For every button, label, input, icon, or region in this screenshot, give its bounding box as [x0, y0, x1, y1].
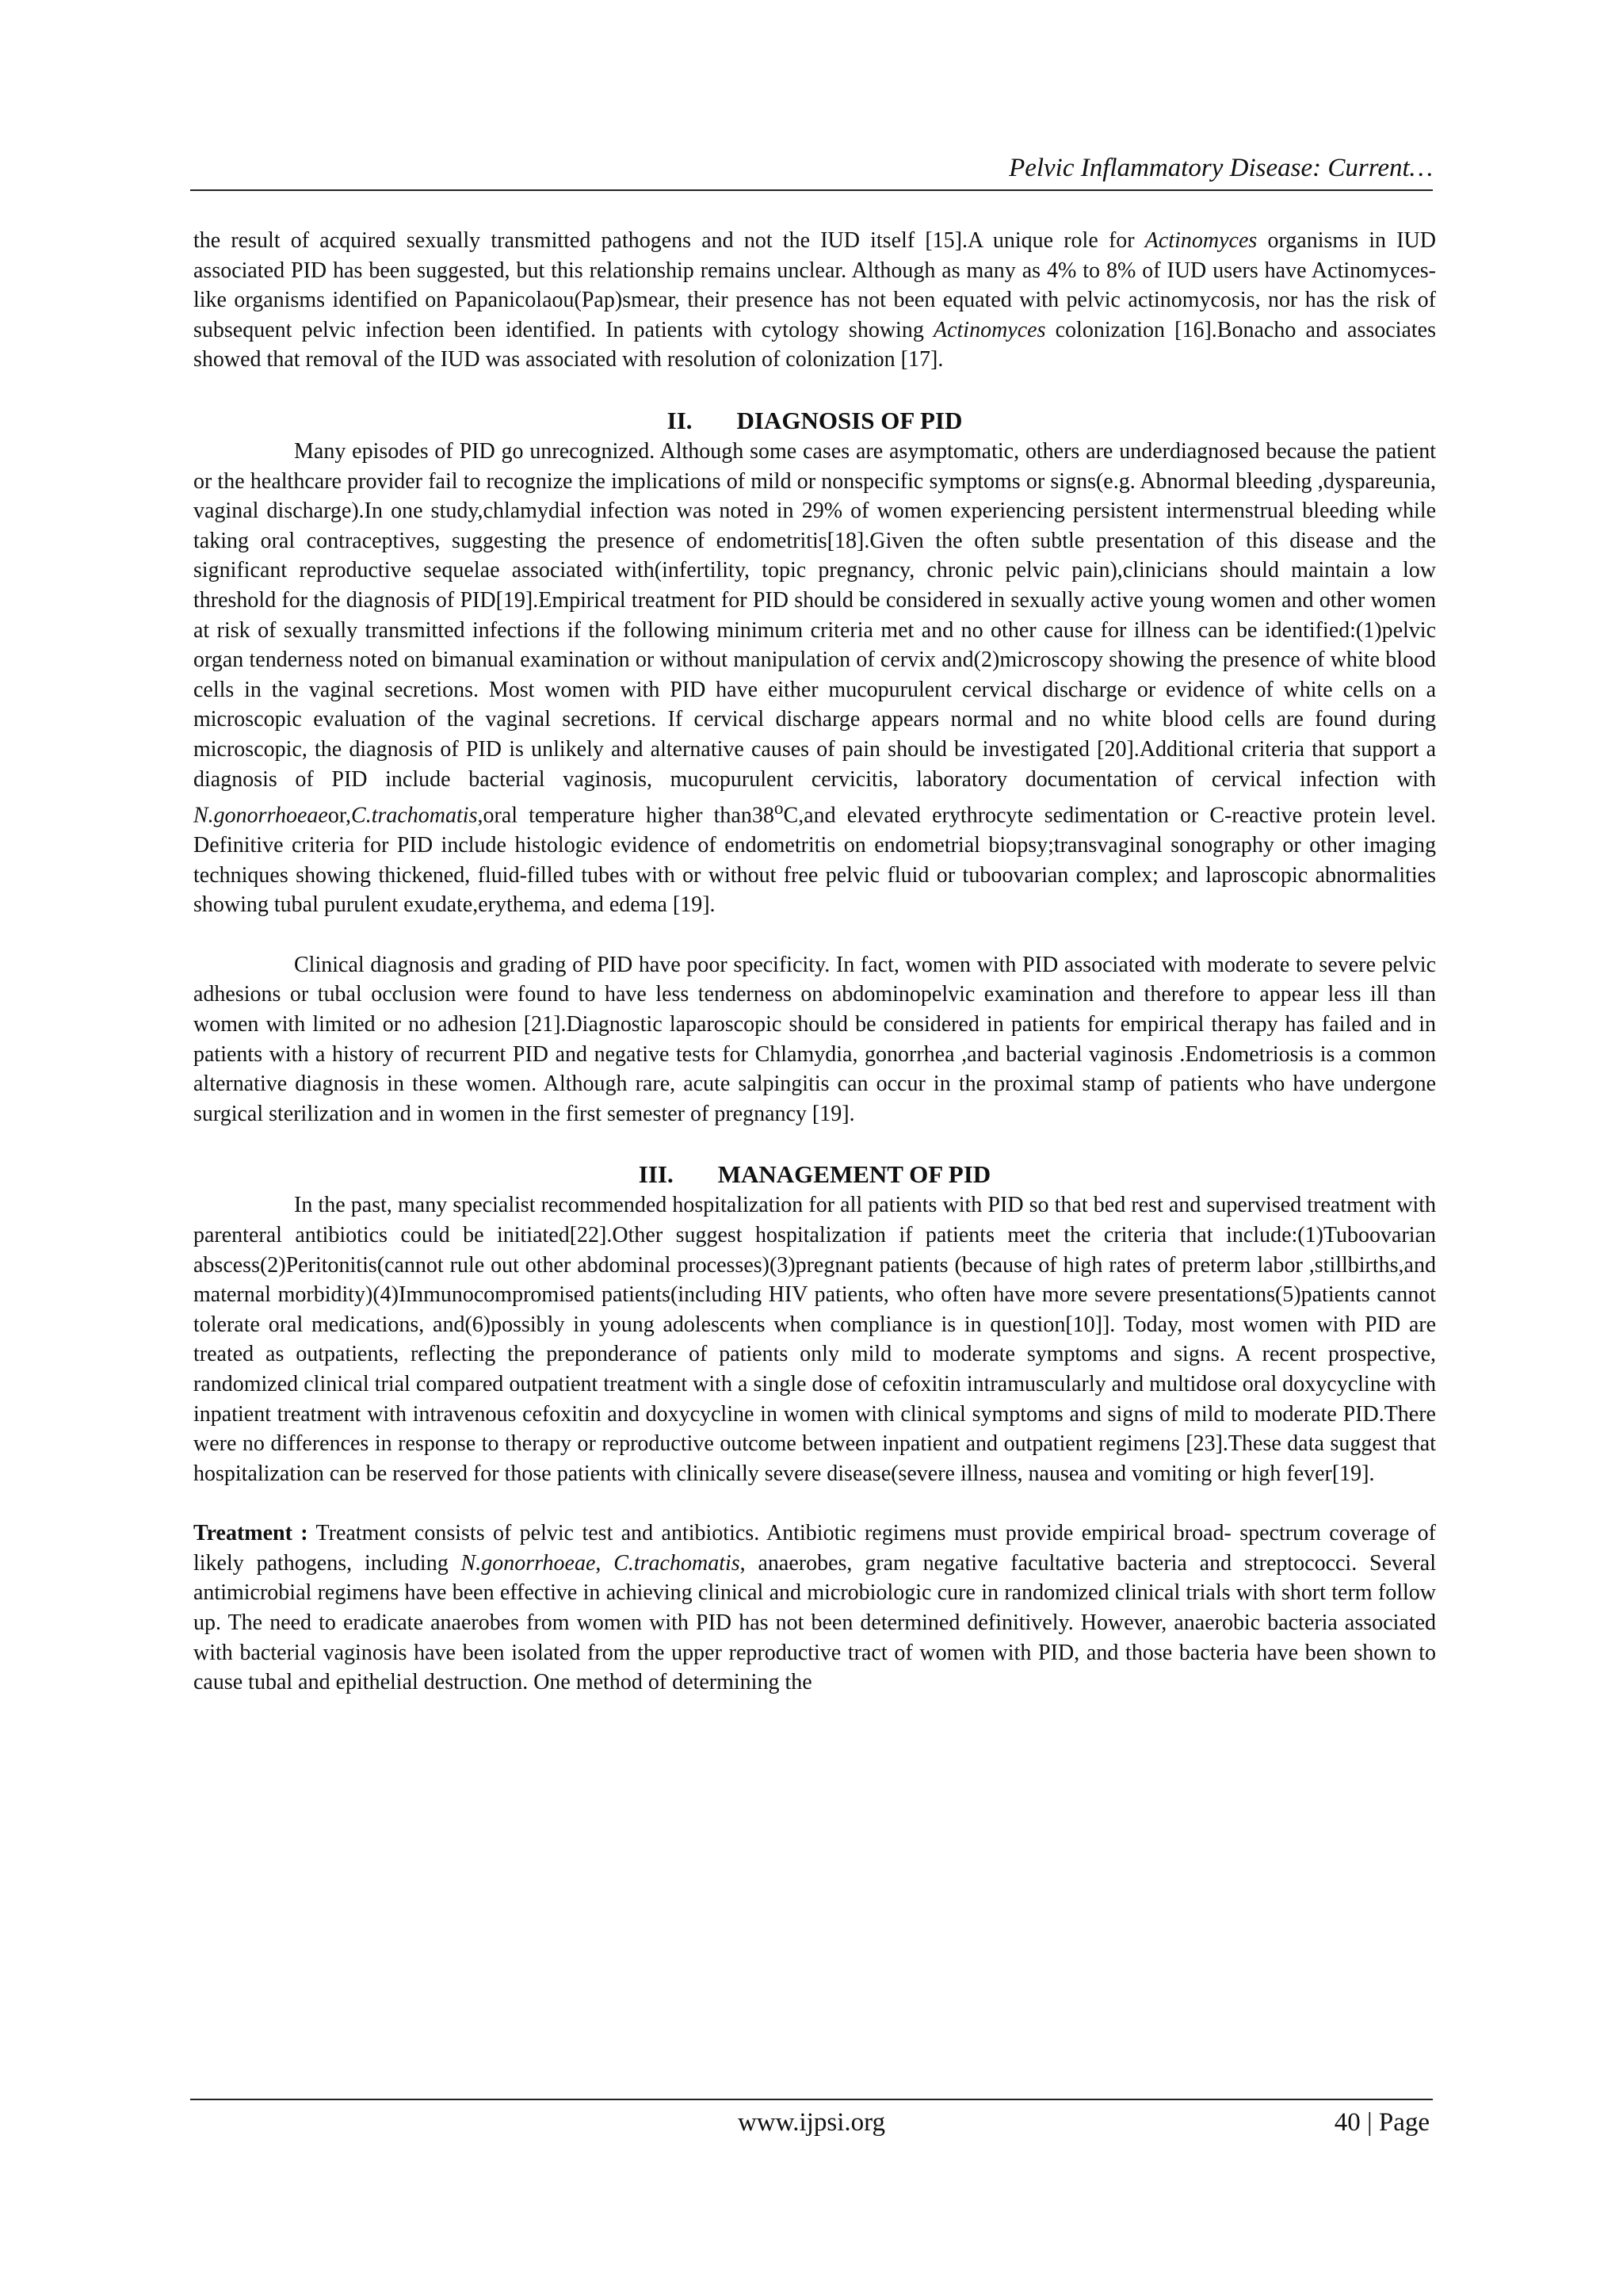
- spacer: [193, 1488, 1436, 1519]
- spacer: [193, 375, 1436, 405]
- text-run: the result of acquired sexually transmitted pathogens and not the IUD itself [15].A unique role for: [193, 228, 1145, 253]
- spacer: [193, 1129, 1436, 1159]
- text-run: ,: [595, 1550, 614, 1576]
- section-heading-management: [193, 1159, 1436, 1190]
- treatment-label: Treatment :: [193, 1521, 308, 1546]
- text-run: C,and elevated erythrocyte sedimentation or C-reactive protein level. Definitive criteria for PID include histologic evidence of endometritis on endometrial biopsy;transvaginal sonography or other imaging techniques showing thickened, fluid-filled tubes with or without free pelvic fluid or tuboovarian complex; and laproscopic abnormalities showing tubal purulent exudate,erythema, and edema [19].: [193, 803, 1436, 918]
- italic-term: N.gonorrhoeae: [460, 1550, 596, 1576]
- italic-term: C.trachomatis: [613, 1550, 740, 1576]
- degree-superscript: o: [773, 798, 784, 819]
- diagnosis-paragraph-1: [193, 437, 1436, 920]
- header-rule: [190, 189, 1433, 191]
- running-title: Pelvic Inflammatory Disease: Current…: [1009, 154, 1433, 182]
- section-title: DIAGNOSIS OF PID: [736, 406, 963, 434]
- footer-url: www.ijpsi.org: [737, 2108, 886, 2137]
- section-number: III.: [638, 1160, 674, 1189]
- management-paragraph: In the past, many specialist recommended hospitalization for all patients with PID so that bed rest and supervised treatment with parenteral antibiotics could be initiated[22].Other suggest hospitalization if patients meet the criteria that include:(1)Tuboovarian abscess(2)Peritonitis(cannot rule out other abdominal processes)(3)pregnant patients (because of high rates of preterm labor ,stillbirths,and maternal morbidity)(4)Immunocompromised patients(including HIV patients, who often have more severe presentations(5)patients cannot tolerate oral medications, and(6)possibly in young adolescents when compliance is in question[10]]. Today, most women with PID are treated as outpatients, reflecting the preponderance of patients only mild to moderate symptoms and signs. A recent prospective, randomized clinical trial compared outpatient treatment with a single dose of cefoxitin intramuscularly and multidose oral doxycycline with inpatient treatment with intravenous cefoxitin and doxycycline in women with clinical symptoms and signs of mild to moderate PID.There were no differences in response to therapy or reproductive outcome between inpatient and outpatient regimens [23].These data suggest that hospitalization can be reserved for those patients with clinically severe disease(severe illness, nausea and vomiting or high fever[19].: [193, 1193, 1436, 1486]
- text-run: ,oral temperature higher than38: [477, 803, 774, 828]
- spacer: [193, 920, 1436, 950]
- italic-term: N.gonorrhoeae: [193, 803, 328, 828]
- text-run: , anaerobes, gram negative facultative bacteria and streptococci. Several antimicrobial regimens have been effective in achieving clinical and microbiologic cure in randomized clinical trials with short term follow up. The need to eradicate anaerobes from women with PID has not been determined definitively. However, anaerobic bacteria associated with bacterial vaginosis have been isolated from the upper reproductive tract of women with PID, and those bacteria have been shown to cause tubal and epithelial destruction. One method of determining the: [193, 1550, 1436, 1695]
- section-heading-diagnosis: [193, 405, 1436, 437]
- text-run: organisms in IUD associated PID has been suggested, but this relationship remains unclear. Although as many as 4% to 8% of IUD users have Actinomyces-like organisms identified on Papanicolaou(Pap)smear, their presence has not been equated with pelvic actinomycosis, nor has the risk of subsequent pelvic infection been identified. In patients with cytology showing: [193, 228, 1436, 342]
- diagnosis-paragraph-2: Clinical diagnosis and grading of PID have poor specificity. In fact, women with PID associated with moderate to severe pelvic adhesions or tubal occlusion were found to have less tenderness on abdominopelvic examination and therefore to appear less ill than women with limited or no adhesion [21].Diagnostic laparoscopic should be considered in patients for empirical therapy has failed and in patients with a history of recurrent PID and negative tests for Chlamydia, gonorrhea ,and bacterial vaginosis .Endometriosis is a common alternative diagnosis in these women. Although rare, acute salpingitis can occur in the proximal stamp of patients who have undergone surgical sterilization and in women in the first semester of pregnancy [19].: [193, 952, 1436, 1126]
- footer-rule: [190, 2099, 1433, 2100]
- treatment-paragraph: [193, 1519, 1436, 1698]
- section-title: MANAGEMENT OF PID: [717, 1160, 991, 1189]
- italic-term: Actinomyces: [1144, 228, 1258, 253]
- text-run: Many episodes of PID go unrecognized. Although some cases are asymptomatic, others are underdiagnosed because the patient or the healthcare provider fail to recognize the implications of mild or nonspecific symptoms or signs(e.g. Abnormal bleeding ,dyspareunia, vaginal discharge).In one study,chlamydial infection was noted in 29% of women experiencing persistent intermenstrual bleeding while taking oral contraceptives, suggesting the presence of endometritis[18].Given the often subtle presentation of this disease and the significant reproductive sequelae associated with(infertility, topic pregnancy, chronic pelvic pain),clinicians should maintain a low threshold for the diagnosis of PID[19].Empirical treatment for PID should be considered in sexually active young women and other women at risk of sexually transmitted infections if the following minimum criteria met and no other cause for illness can be identified:(1)pelvic organ tenderness noted on bimanual examination or without manipulation of cervix and(2)microscopy showing the presence of white blood cells in the vaginal secretions. Most women with PID have either mucopurulent cervical discharge or evidence of white cells on a microscopic evaluation of the vaginal secretions. If cervical discharge appears normal and no white blood cells are found during microscopic, the diagnosis of PID is unlikely and alternative causes of pain should be investigated [20].Additional criteria that support a diagnosis of PID include bacterial vaginosis, mucopurulent cervicitis, laboratory documentation of cervical infection with: [193, 438, 1436, 792]
- text-run: Treatment consists of pelvic test and antibiotics. Antibiotic regimens must provide empirical broad- spectrum coverage of likely pathogens, including: [193, 1521, 1436, 1576]
- article-body: [193, 226, 1436, 1698]
- intro-paragraph: [193, 226, 1436, 375]
- text-run: or,: [327, 803, 352, 828]
- italic-term: C.trachomatis: [351, 803, 478, 828]
- section-number: II.: [666, 406, 693, 434]
- page-number: 40 | Page: [1334, 2108, 1430, 2137]
- text-run: colonization [16].Bonacho and associates showed that removal of the IUD was associated with resolution of colonization [17].: [193, 317, 1437, 372]
- italic-term: Actinomyces: [933, 317, 1046, 342]
